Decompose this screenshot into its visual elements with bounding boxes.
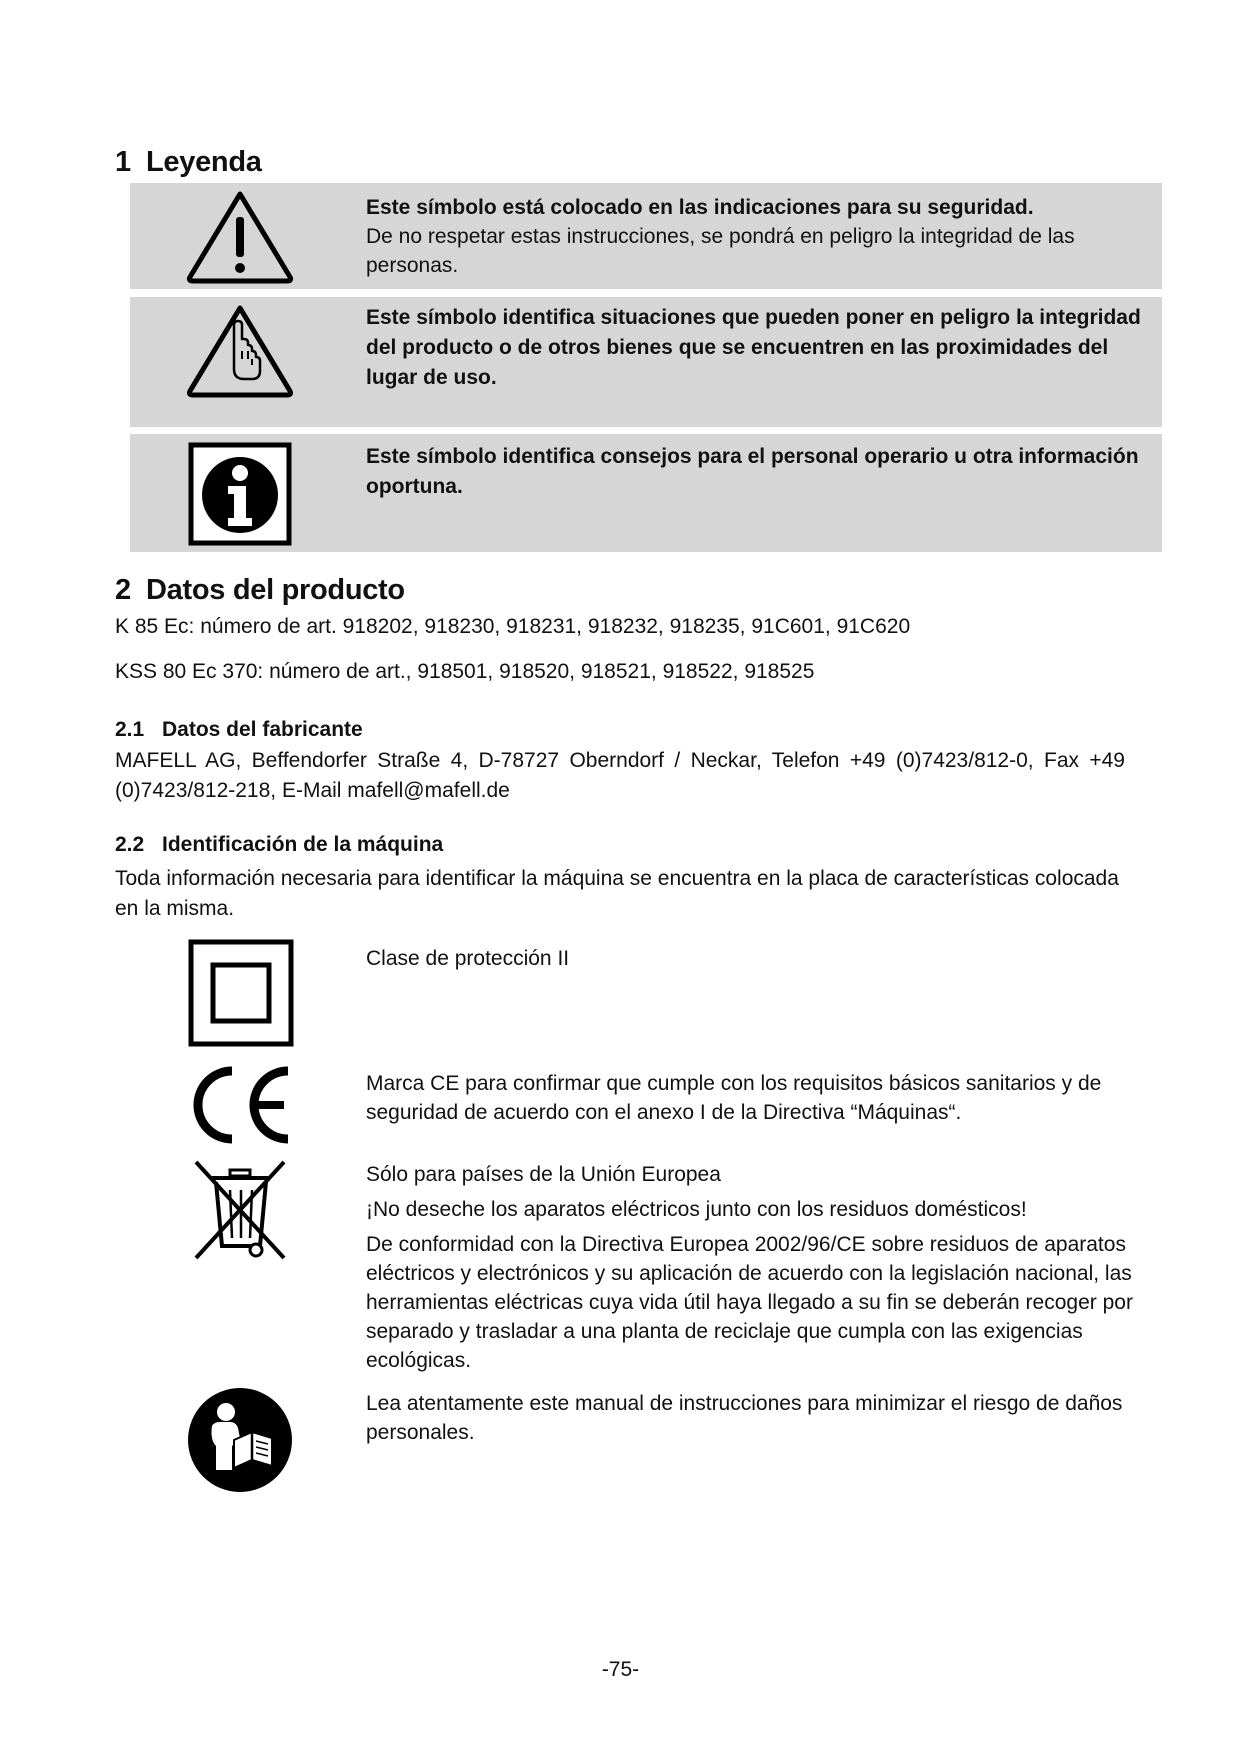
warning-triangle-icon xyxy=(186,189,294,285)
page-number: -75- xyxy=(601,1658,640,1681)
subsection-number: 2.1 xyxy=(115,718,145,741)
section-title: Datos del producto xyxy=(146,574,405,606)
read-manual-icon xyxy=(186,1386,294,1494)
subsection-number: 2.2 xyxy=(115,833,145,856)
protection-class-ii-icon xyxy=(188,939,294,1047)
section-number: 1 xyxy=(115,146,131,178)
product-line-k85: K 85 Ec: número de art. 918202, 918230, 918231, 918232, 918235, 91C601, 91C620 xyxy=(115,615,911,638)
read-manual-text xyxy=(366,1389,1136,1453)
symbol-text: Clase de protección II xyxy=(366,947,570,970)
subsection-title: Datos del fabricante xyxy=(162,718,363,741)
symbol-text: Marca CE para confirmar que cumple con los requisitos básicos sanitarios y de seguridad de acuerdo con el anexo I de la Directiva “Máquinas“. xyxy=(366,1072,1102,1124)
legend-row-caution xyxy=(130,297,1162,427)
subsection-title: Identificación de la máquina xyxy=(162,833,444,856)
legend-row-info xyxy=(130,434,1162,552)
legend-bold-text: Este símbolo identifica consejos para el personal operario u otra información oportuna. xyxy=(366,445,1139,498)
section-title: Leyenda xyxy=(146,146,262,178)
section-2-heading xyxy=(115,574,405,607)
section-number: 2 xyxy=(115,574,131,606)
info-icon xyxy=(188,442,292,546)
protection-class-text xyxy=(366,944,1136,979)
symbol-text: ¡No deseche los aparatos eléctricos junto con los residuos domésticos! xyxy=(366,1198,1027,1221)
product-line-kss80: KSS 80 Ec 370: número de art., 918501, 918520, 918521, 918522, 918525 xyxy=(115,660,815,683)
symbol-text: Lea atentamente este manual de instrucciones para minimizar el riesgo de daños personales. xyxy=(366,1392,1123,1444)
subsection-2-1-heading xyxy=(115,718,363,742)
crossed-bin-icon xyxy=(190,1158,290,1262)
legend-bold-text: Este símbolo identifica situaciones que pueden poner en peligro la integridad del producto o de otros bienes que se encuentren en las proximidades del lugar de uso. xyxy=(366,306,1141,389)
symbol-text: Sólo para países de la Unión Europea xyxy=(366,1163,721,1186)
ce-mark-text xyxy=(366,1069,1136,1133)
section-1-heading xyxy=(115,146,262,179)
symbol-text: De conformidad con la Directiva Europea 2002/96/CE sobre residuos de aparatos eléctricos y electrónicos y su aplicación de acuerdo con la legislación nacional, las herramientas eléctricas cuya vida útil haya llegado a su fin se deberán recoger por separado y trasladar a una planta de reciclaje que cumpla con las exigencias ecológicas. xyxy=(366,1233,1133,1372)
machine-id-text: Toda información necesaria para identificar la máquina se encuentra en la placa de características colocada en la misma. xyxy=(115,867,1119,920)
legend-bold-text: Este símbolo está colocado en las indicaciones para su seguridad. xyxy=(366,196,1034,219)
manufacturer-text: MAFELL AG, Beffendorfer Straße 4, D-78727 Oberndorf / Neckar, Telefon +49 (0)7423/812-0, Fax +49 (0)7423/812-218, E-Mail mafell@mafell.de xyxy=(115,749,1125,802)
subsection-2-2-heading xyxy=(115,833,443,857)
legend-normal-text: De no respetar estas instrucciones, se pondrá en peligro la integridad de las personas. xyxy=(366,225,1075,277)
weee-text xyxy=(366,1160,1136,1381)
caution-hand-triangle-icon xyxy=(186,303,294,399)
legend-text xyxy=(366,442,1146,502)
ce-mark-icon xyxy=(188,1065,294,1145)
legend-text xyxy=(366,303,1146,393)
legend-row-warning xyxy=(130,183,1162,289)
legend-text xyxy=(366,193,1146,280)
